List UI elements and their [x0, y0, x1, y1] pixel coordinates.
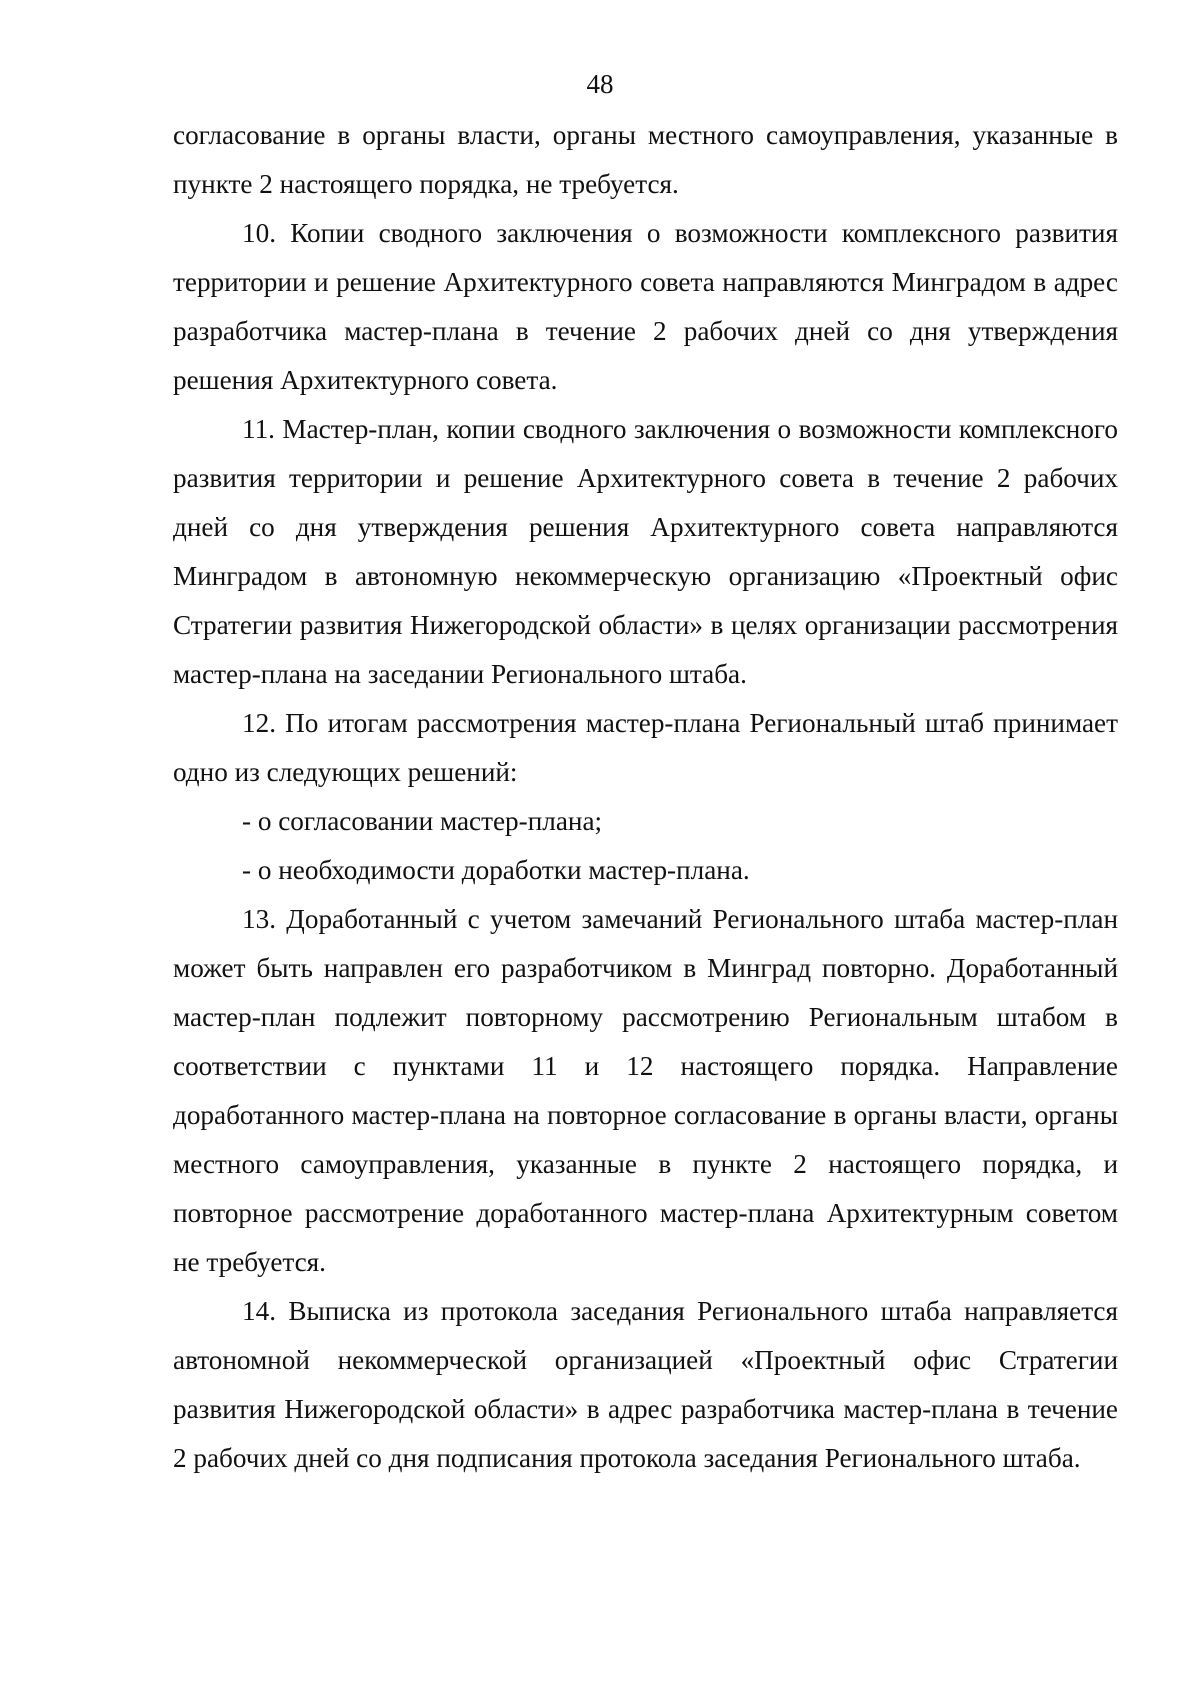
paragraph-13: 13. Доработанный с учетом замечаний Регионального штаба мастер-план может быть направлен его разработчиком в Минград повторно. Доработанный мастер-план подлежит повторному рассмотрению Региональным штабом в соответствии с пунктами 11 и 12 настоящего порядка. Направление доработанного мастер-плана на повторное согласование в органы власти, органы местного самоуправления, указанные в пункте 2 настоящего порядка, и повторное рассмотрение доработанного мастер-плана Архитектурным советом не требуется. — [173, 904, 1118, 1277]
paragraph-11: 11. Мастер-план, копии сводного заключения о возможности комплексного развития территории и решение Архитектурного совета в течение 2 рабочих дней со дня утверждения решения Архитектурного совета направляются Минградом в автономную некоммерческую организацию «Проектный офис Стратегии развития Нижегородской области» в целях организации рассмотрения мастер-плана на заседании Регионального штаба. — [173, 414, 1118, 689]
paragraph-continuation: согласование в органы власти, органы местного самоуправления, указанные в пункте 2 настоящего порядка, не требуется. — [173, 120, 1118, 199]
paragraph-14: 14. Выписка из протокола заседания Регионального штаба направляется автономной некоммерческой организацией «Проектный офис Стратегии развития Нижегородской области» в адрес разработчика мастер-плана в течение 2 рабочих дней со дня подписания протокола заседания Регионального штаба. — [173, 1296, 1118, 1473]
list-item-revision: - о необходимости доработки мастер-плана. — [242, 855, 750, 885]
paragraph-12: 12. По итогам рассмотрения мастер-плана Региональный штаб принимает одно из следующих решений: — [173, 708, 1118, 787]
paragraph-10: 10. Копии сводного заключения о возможности комплексного развития территории и решение Архитектурного совета направляются Минградом в адрес разработчика мастер-плана в течение 2 рабочих дней со дня утверждения решения Архитектурного совета. — [173, 218, 1118, 395]
page-number: 48 — [586, 69, 614, 99]
list-item-approval: - о согласовании мастер-плана; — [242, 806, 603, 836]
document-body — [173, 111, 1118, 1483]
